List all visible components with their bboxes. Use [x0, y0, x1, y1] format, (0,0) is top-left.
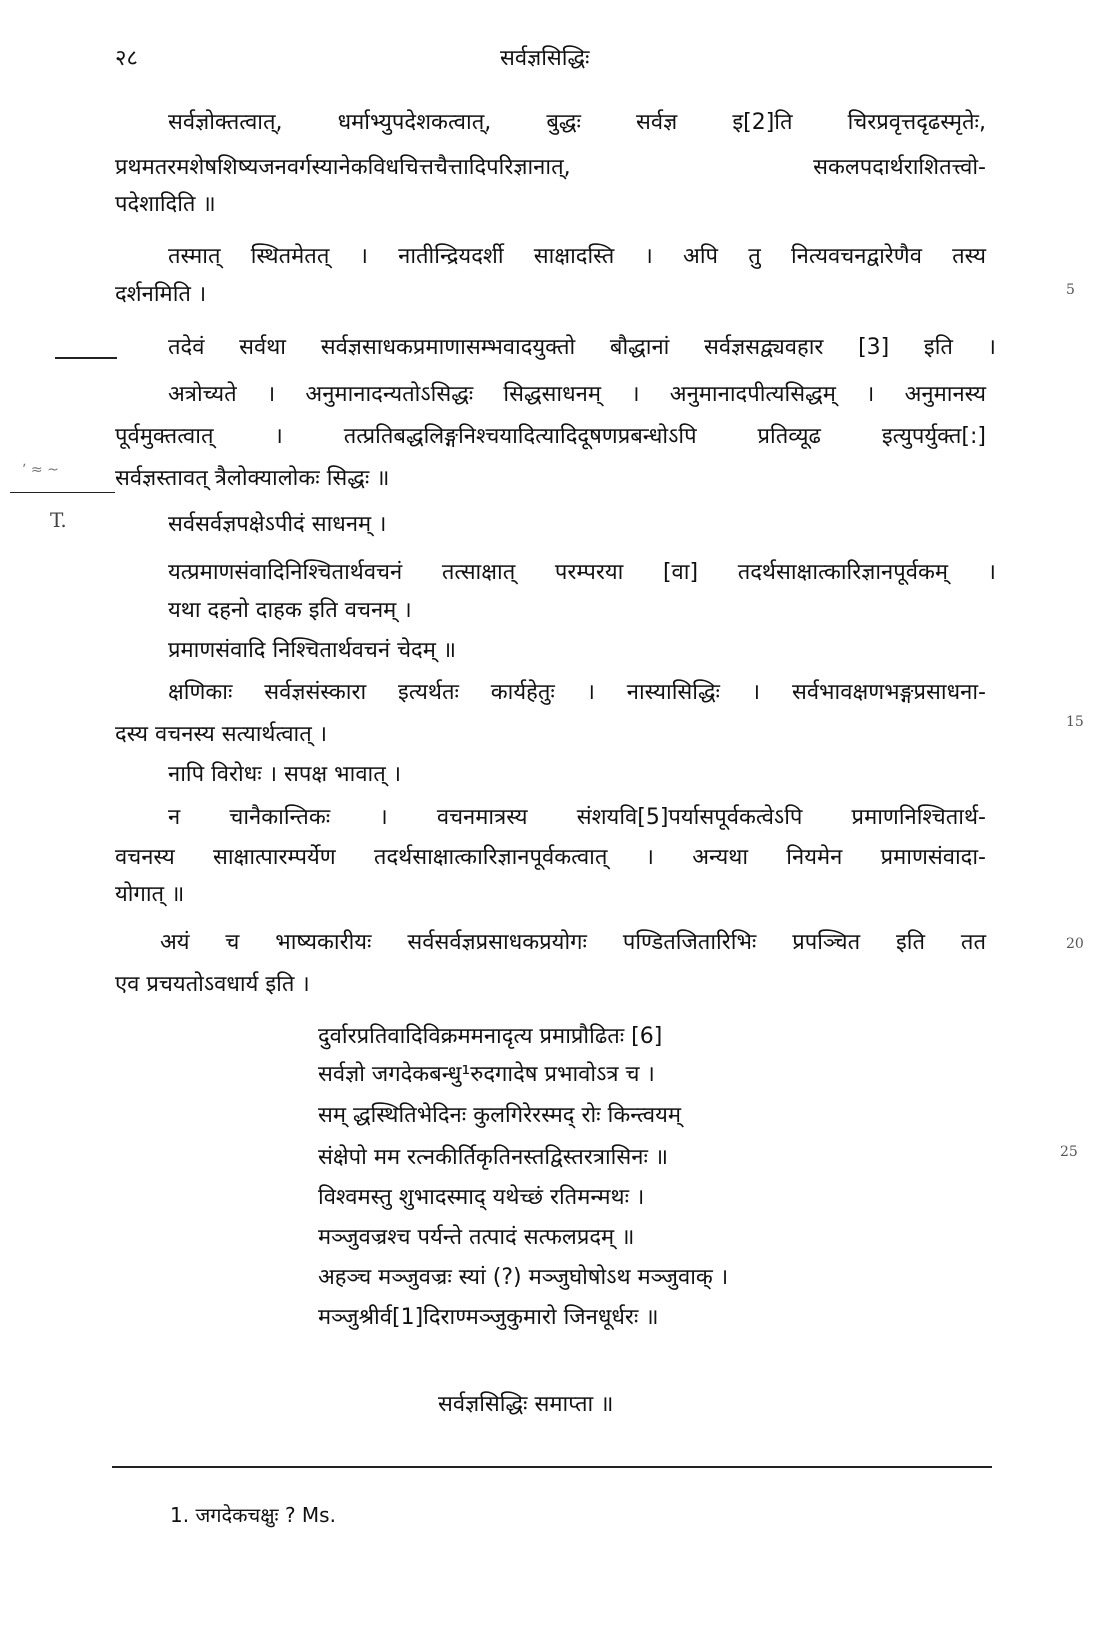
body-line: नापि विरोधः । सपक्ष भावात् ।	[168, 762, 402, 787]
body-line: एव प्रचयतोऽवधार्य इति ।	[115, 972, 310, 997]
verse-line: सम् द्धस्थितिभेदिनः कुलगिरेरस्मद् रोः किन्त्वयम्	[318, 1103, 681, 1128]
running-title: सर्वज्ञसिद्धिः	[500, 46, 590, 71]
body-line: सर्वसर्वज्ञपक्षेऽपीदं साधनम् ।	[168, 512, 387, 537]
margin-rule	[55, 357, 117, 359]
verse-line: संक्षेपो मम रत्नकीर्तिकृतिनस्तद्विस्तरत्रासिनः ॥	[318, 1145, 669, 1170]
body-line: यथा दहनो दाहक इति वचनम् ।	[168, 598, 412, 623]
verse-line: अहञ्च मञ्जुवज्रः स्यां (?) मञ्जुघोषोऽथ मञ्जुवाक् ।	[318, 1265, 729, 1290]
margin-line-number: 25	[1060, 1144, 1078, 1160]
body-line: तदेवं सर्वथा सर्वज्ञसाधकप्रमाणासम्भवादयुक्तो बौद्धानां सर्वज्ञसद्व्यवहार [3] इति ।	[168, 335, 996, 360]
verse-line: मञ्जुवज्रश्च पर्यन्ते तत्पादं सत्फलप्रदम् ॥	[318, 1225, 635, 1250]
footnote-rule	[112, 1466, 992, 1468]
body-line: सर्वज्ञस्तावत् त्रैलोक्यालोकः सिद्धः ॥	[115, 466, 390, 491]
verse-line: दुर्वारप्रतिवादिविक्रममनादृत्य प्रमाप्रौढितः [6]	[318, 1024, 663, 1049]
colophon: सर्वज्ञसिद्धिः समाप्ता ॥	[438, 1392, 614, 1417]
body-line: तस्मात् स्थितमेतत् । नातीन्द्रियदर्शी साक्षादस्ति । अपि तु नित्यवचनद्वारेणैव तस्य	[168, 244, 986, 269]
body-line: योगात् ॥	[115, 882, 185, 907]
body-line: पदेशादिति ॥	[115, 192, 216, 217]
body-line: दस्य वचनस्य सत्यार्थत्वात् ।	[115, 722, 328, 747]
margin-scribble: ʼ ≈ ~	[22, 462, 59, 478]
margin-rule	[10, 492, 115, 493]
body-line: पूर्वमुक्तत्वात् । तत्प्रतिबद्धलिङ्गनिश्चयादित्यादिदूषणप्रबन्धोऽपि प्रतिव्यूढ इत्युपर्युक्त[:]	[115, 424, 986, 449]
body-line: यत्प्रमाणसंवादिनिश्चितार्थवचनं तत्साक्षात् परम्परया [वा] तदर्थसाक्षात्कारिज्ञानपूर्वकम् ।	[168, 560, 996, 585]
margin-line-number: 20	[1066, 936, 1084, 952]
body-line: दर्शनमिति ।	[115, 282, 207, 307]
footnote: 1. जगदेकचक्षुः ? Ms.	[170, 1503, 336, 1527]
body-line: सर्वज्ञोक्तत्वात्, धर्माभ्युपदेशकत्वात्, बुद्धः सर्वज्ञ इ[2]ति चिरप्रवृत्तदृढस्मृतेः,	[168, 110, 986, 135]
verse-line: मञ्जुश्रीर्व[1]दिराण्मञ्जुकुमारो जिनधूर्धरः ॥	[318, 1305, 659, 1330]
verse-line: विश्वमस्तु शुभादस्माद् यथेच्छं रतिमन्मथः ।	[318, 1185, 645, 1210]
page-number: २८	[115, 46, 138, 71]
body-line: न चानैकान्तिकः । वचनमात्रस्य संशयवि[5]पर्यासपूर्वकत्वेऽपि प्रमाणनिश्चितार्थ-	[168, 805, 986, 830]
margin-line-number: 15	[1066, 714, 1084, 730]
margin-line-number: 5	[1066, 282, 1075, 298]
body-line: प्रथमतरमशेषशिष्यजनवर्गस्यानेकविधचित्तचैत्तादिपरिज्ञानात्, सकलपदार्थराशितत्त्वो-	[115, 155, 986, 180]
body-line: अत्रोच्यते । अनुमानादन्यतोऽसिद्धः सिद्धसाधनम् । अनुमानादपीत्यसिद्धम् । अनुमानस्य	[168, 382, 986, 407]
body-line: क्षणिकाः सर्वज्ञसंस्कारा इत्यर्थतः कार्यहेतुः । नास्यासिद्धिः । सर्वभावक्षणभङ्गप्रसाधना-	[168, 680, 986, 705]
margin-note: T.	[50, 508, 67, 532]
body-line: प्रमाणसंवादि निश्चितार्थवचनं चेदम् ॥	[168, 638, 457, 663]
body-line: अयं च भाष्यकारीयः सर्वसर्वज्ञप्रसाधकप्रयोगः पण्डितजितारिभिः प्रपञ्चित इति तत	[160, 930, 986, 955]
body-line: वचनस्य साक्षात्पारम्पर्येण तदर्थसाक्षात्कारिज्ञानपूर्वकत्वात् । अन्यथा नियमेन प्रमाणसंवादा-	[115, 845, 986, 870]
verse-line: सर्वज्ञो जगदेकबन्धु¹रुदगादेष प्रभावोऽत्र च ।	[318, 1062, 655, 1087]
